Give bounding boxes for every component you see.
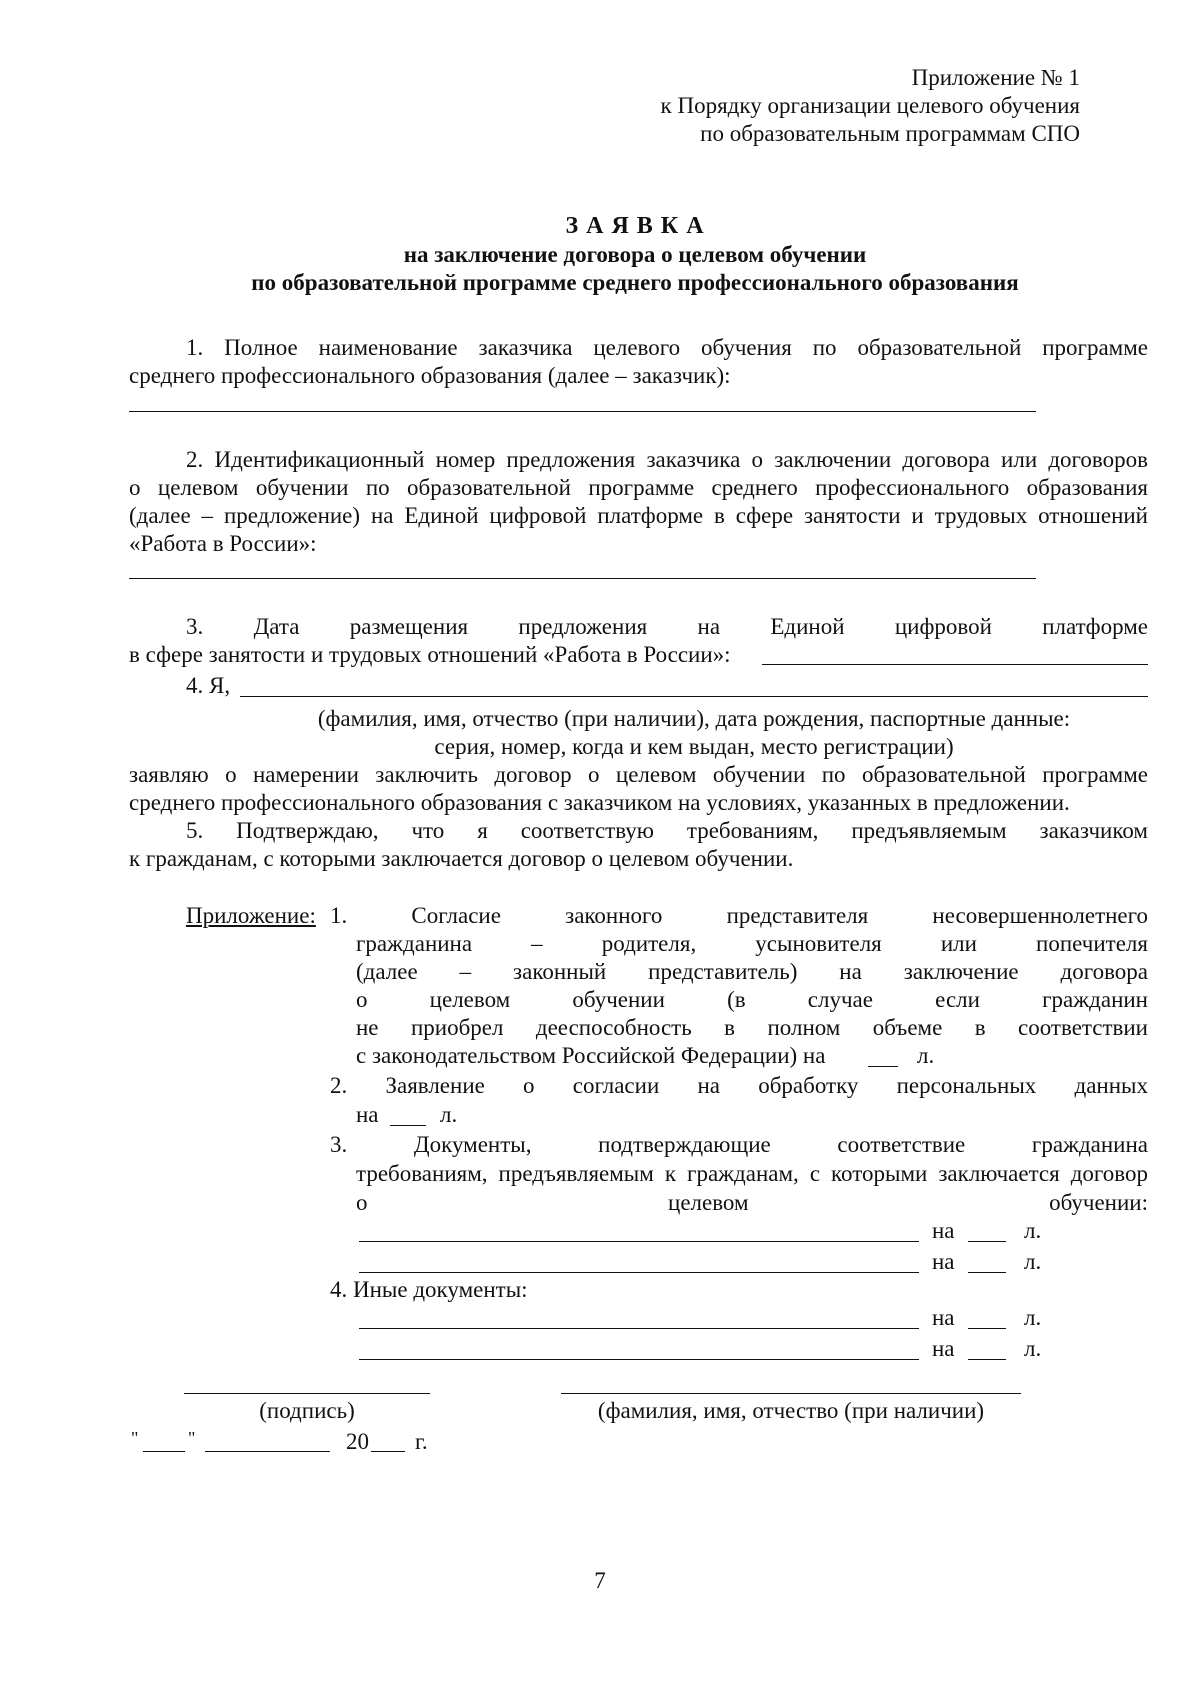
attachment-2-suffix: л. [440,1102,458,1127]
item-4-hint-2: серия, номер, когда и кем выдан, место регистрации) [434,734,954,759]
attachment-4-doc-line-1 [359,1328,919,1329]
attachment-1-suffix: л. [917,1043,935,1068]
item-4-line-2: среднего профессионального образования с заказчиком на условиях, указанных в предложении. [129,790,1070,815]
item-1-line-1: 1. Полное наименование заказчика целевого обучения по образовательной программе [186,335,1148,360]
date-year-blank [371,1451,405,1452]
item-4-line-1: заявляю о намерении заключить договор о целевом обучении по образовательной программе [129,762,1148,787]
annex-line-2: к Порядку организации целевого обучения [660,93,1080,118]
attachment-3-doc-line-1 [359,1241,919,1242]
item-4-fill-line [240,696,1148,697]
attachment-4-na-2: на [932,1336,955,1361]
item-2-line-2: о целевом обучении по образовательной программе среднего профессионального образования [129,475,1148,500]
attachment-3-l-1: л. [1024,1218,1042,1243]
attachment-4-pages-blank-2 [968,1359,1006,1360]
item-2-line-1: 2. Идентификационный номер предложения заказчика о заключении договора или договоров [186,447,1148,472]
attachment-1-line-3: (далее – законный представитель) на заключение договора [356,959,1148,984]
attachment-2-pages-blank [390,1125,426,1126]
attachment-4-doc-line-2 [359,1359,919,1360]
item-1-fill-line [129,411,1036,412]
name-hint: (фамилия, имя, отчество (при наличии) [597,1398,985,1423]
attachment-3-line-2: требованиям, предъявляемым к гражданам, с которыми заключается договор [356,1161,1148,1186]
item-2-line-3: (далее – предложение) на Единой цифровой платформе в сфере занятости и трудовых отношений [129,503,1148,528]
item-4-prefix: 4. Я, [186,673,231,698]
annex-line-1: Приложение № 1 [911,65,1080,90]
date-month-blank [205,1451,330,1452]
attachment-4-l-2: л. [1024,1336,1042,1361]
attachment-1-line-2: гражданина – родителя, усыновителя или попечителя [356,931,1148,956]
attachment-3-line-1: 3. Документы, подтверждающие соответствие гражданина [330,1132,1148,1157]
item-5-line-1: 5. Подтверждаю, что я соответствую требованиям, предъявляемым заказчиком [186,818,1148,843]
attachment-3-na-1: на [932,1218,955,1243]
attachment-4-na-1: на [932,1305,955,1330]
document-subtitle-2: по образовательной программе среднего профессионального образования [251,270,1019,295]
item-2-line-4: «Работа в России»: [129,531,317,556]
item-5-line-2: к гражданам, с которыми заключается договор о целевом обучении. [129,846,794,871]
annex-line-3: по образовательным программам СПО [700,121,1080,146]
attachment-1-line-1: 1. Согласие законного представителя несовершеннолетнего [330,903,1148,928]
date-year-suffix: г. [415,1429,428,1454]
item-3-line-1: 3. Дата размещения предложения на Единой цифровой платформе [186,614,1148,639]
date-quote-open: " [131,1428,139,1448]
attachment-3-pages-blank-2 [968,1272,1006,1273]
attachment-3-pages-blank-1 [968,1241,1006,1242]
attachment-3-line-3: о целевом обучении: [356,1190,1148,1215]
item-3-line-2: в сфере занятости и трудовых отношений «Работа в России»: [129,642,731,667]
attachment-3-l-2: л. [1024,1249,1042,1274]
attachment-1-pages-blank [868,1066,898,1067]
name-line [561,1393,1021,1394]
item-2-fill-line [129,578,1036,579]
date-year-prefix: 20 [346,1429,369,1454]
signature-line [184,1393,430,1394]
attachment-1-line-6: с законодательством Российской Федерации) на [356,1043,826,1068]
date-quote-close: " [188,1428,196,1448]
item-3-fill-line [762,664,1148,665]
signature-hint: (подпись) [259,1398,355,1423]
attachment-3-doc-line-2 [359,1272,919,1273]
document-subtitle-1: на заключение договора о целевом обучении [403,242,867,267]
attachment-1-line-5: не приобрел дееспособность в полном объеме в соответствии [356,1015,1148,1040]
page-number: 7 [594,1568,606,1593]
item-4-hint-1: (фамилия, имя, отчество (при наличии), дата рождения, паспортные данные: [317,706,1071,731]
attachment-2-line-1: 2. Заявление о согласии на обработку персональных данных [330,1073,1148,1098]
attachment-4-pages-blank-1 [968,1328,1006,1329]
attachment-4-line-1: 4. Иные документы: [330,1277,528,1302]
item-1-line-2: среднего профессионального образования (далее – заказчик): [129,363,731,388]
attachments-label: Приложение: [186,903,316,928]
attachment-1-line-4: о целевом обучении (в случае если гражданин [356,987,1148,1012]
date-day-blank [143,1451,185,1452]
attachment-4-l-1: л. [1024,1305,1042,1330]
attachment-2-line-2: на [356,1102,379,1127]
attachment-3-na-2: на [932,1249,955,1274]
document-title: З А Я В К А [565,213,705,239]
